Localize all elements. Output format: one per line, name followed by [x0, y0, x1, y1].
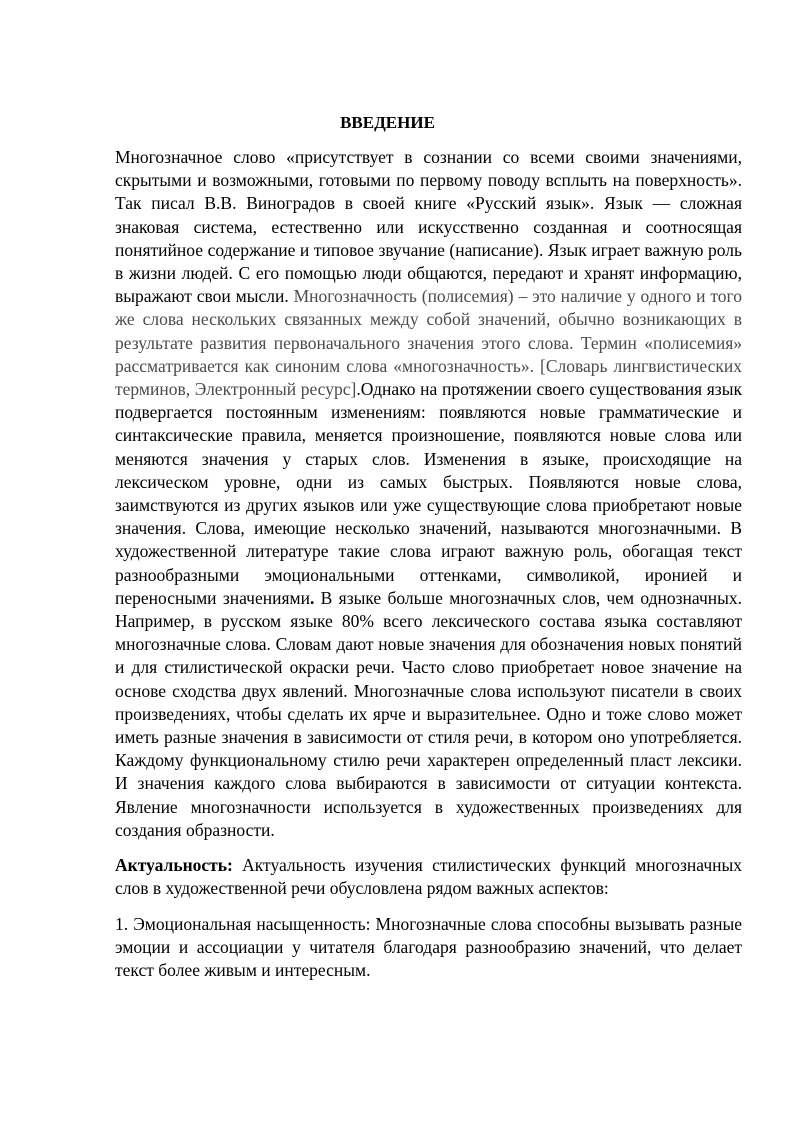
intro-paragraph [115, 146, 742, 842]
relevance-label: Актуальность: [115, 855, 233, 876]
relevance-text: Актуальность изучения стилистических функций многозначных слов в художественной речи обусловлена рядом важных аспектов: [115, 855, 742, 899]
document-body [115, 146, 742, 982]
intro-text-part-2: .Однако на протяжении своего существования язык подвергается постоянным изменениям: появляются новые грамматические и синтаксические правила, меняется произношение, появляются новые слова или меняются значения у старых слов. Изменения в языке, происходящие на лексическом уровне, одни из самых быстрых. Появляются новые слова, заимствуются из других языков или уже существующие слова приобретают новые значения. Слова, имеющие несколько значений, называются многозначными. В художественной литературе такие слова играют важную роль, обогащая текст разнообразными эмоциональными оттенками, символикой, иронией и переносными значениями [115, 379, 742, 608]
polysemy-definition: Многозначность (полисемия) – это наличие у одного и того же слова нескольких связанных между собой значений, обычно возникающих в результате развития первоначального значения этого слова. Термин «полисемия» рассматривается как синоним слова «многозначность». [Словарь лингвистических терминов, Электронный ресурс] [115, 286, 742, 400]
page-title: ВВЕДЕНИЕ [340, 113, 435, 132]
relevance-paragraph [115, 854, 742, 900]
bold-period: . [309, 587, 315, 608]
intro-text-part-3: В языке больше многозначных слов, чем однозначных. Например, в русском языке 80% всего лексического состава языка составляют многозначные слова. Словам дают новые значения для обозначения новых понятий и для стилистической окраски речи. Часто слово приобретает новое значение на основе сходства двух явлений. Многозначные слова используют писатели в своих произведениях, чтобы сделать их ярче и выразительнее. Одно и тоже слово может иметь разные значения в зависимости от стиля речи, в котором оно употребляется. Каждому функциональному стилю речи характерен определенный пласт лексики. И значения каждого слова выбираются в зависимости от ситуации контекста. Явление многозначности используется в художественных произведениях для создания образности. [115, 587, 743, 840]
list-item: 1. Эмоциональная насыщенность: Многозначные слова способны вызывать разные эмоции и ассоциации у читателя благодаря разнообразию значений, что делает текст более живым и интересным. [115, 913, 742, 980]
intro-text-part-1: Многозначное слово «присутствует в сознании со всеми своими значениями, скрытыми и возможными, готовыми по первому поводу всплыть на поверхность». Так писал В.В. Виноградов в своей книге «Русский язык». Язык — сложная знаковая система, естественно или искусственно созданная и соотносящая понятийное содержание и типовое звучание (написание). Язык играет важную роль в жизни людей. С его помощью люди общаются, передают и хранят информацию, выражают свои мысли. [115, 147, 742, 307]
